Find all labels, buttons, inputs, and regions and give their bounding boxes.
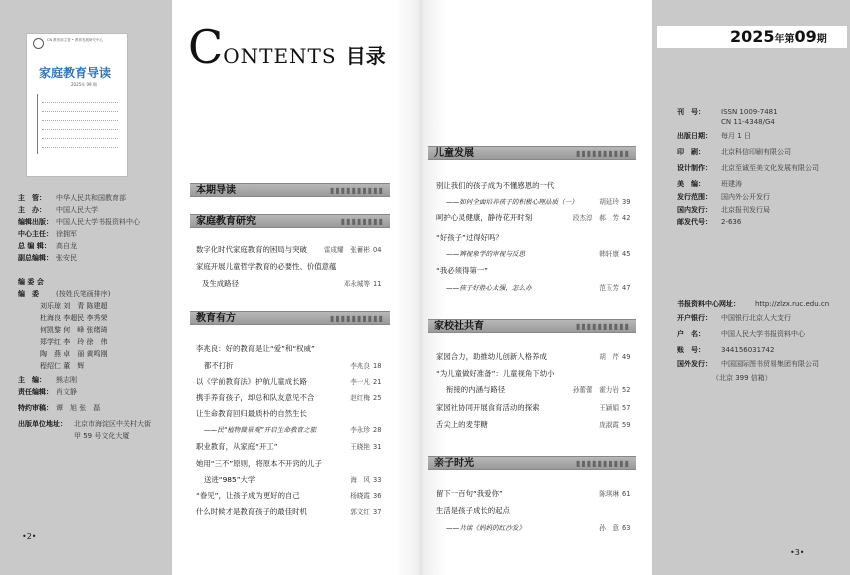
staff-row: 责任编辑： 肖文静 [18,388,77,396]
article-author: 王颖娟 [599,404,619,412]
article-title[interactable]: 舌尖上的麦芽糖 [436,420,488,429]
article-page: 45 [622,250,631,258]
article-title[interactable]: 李兆良：好的教育是让“爱”和“权威” [196,344,315,353]
cover-logo-icon [33,38,44,49]
article-author: 王晓艳 [350,443,370,451]
committee-line: 郑学红 李 玲 徐 伟 [40,338,108,346]
section-header: 本期导读 ▮▮▮▮▮▮▮▮▮▮ [190,183,390,197]
article-title[interactable]: “眷见”，让孩子成为更好的自己 [196,491,300,500]
info-row: 发行范围： 国内外公开发行 [677,193,770,201]
article-title[interactable]: 让生命教育回归最质朴的自然生长 [196,409,307,418]
article-page: 25 [373,394,382,402]
article-page: 28 [373,426,382,434]
masthead-row: 中心主任： 徐拥军 [18,230,77,238]
article-title[interactable]: 留下一百句“我爱你” [436,489,503,498]
contents-logo-rest: ONTENTS [223,44,337,68]
article-page: 33 [373,476,382,484]
article-author: 范玉芳 [599,284,619,292]
info-row: 出版日期： 每月 1 日 [677,132,751,140]
cover-top-text: CN 教育部主管 • 教育发展研究中心 [47,38,103,42]
article-author: 郭文红 [350,508,370,516]
article-title[interactable]: 生活是孩子成长的起点 [436,506,510,515]
section-header: 家庭教育研究 ▮▮▮▮▮▮▮▮ [190,214,390,228]
committee-line: 程绍仁 董 辉 [40,362,85,370]
article-title[interactable]: 她用“三不”原则，将原本不开窍的儿子 [196,459,322,468]
committee-line: 杜海良 李超民 李秀荣 [40,314,108,322]
article-author: 韩轩康 [599,250,619,258]
staff-row: 主 编： 熊志刚 [18,376,77,384]
article-author: 海 风 [350,476,370,484]
article-author: 陈琪琳 [599,490,619,498]
article-title[interactable]: 以《学前教育法》护航儿童成长路 [196,377,307,386]
article-author: 庞淑霞 [599,421,619,429]
article-author: 李兆良 [350,362,370,370]
staff-row: 出版单位地址： 北京市海淀区中关村大街 [18,420,151,428]
committee-line: 刘乐琼 刘 青 陈建超 [40,302,108,310]
article-subtitle[interactable]: ——孩子好胜心太强，怎么办 [446,284,532,292]
masthead-row: 编辑出版： 中国人民大学书报资料中心 [18,218,140,226]
staff-row: 甲 59 号文化大厦 [74,432,130,440]
article-author: 李一凡 [350,378,370,386]
info-row: 邮发代号： 2-636 [677,218,742,226]
article-author: 李永珍 [350,426,370,434]
section-stripes-icon: ▮▮▮▮▮▮▮▮ [340,217,384,226]
section-header: 儿童发展 ▮▮▮▮▮▮▮▮▮▮ [428,146,636,160]
article-title[interactable]: 衔接的内涵与路径 [446,385,506,394]
committee-line: 陶 燕 卓 丽 黄鸣刚 [40,350,108,358]
section-header: 家校社共育 ▮▮▮▮▮▮▮▮▮▮ [428,319,636,333]
cover-toc-lines [37,94,118,154]
article-title[interactable]: 什么时候才是教育孩子的最佳时机 [196,507,307,516]
article-title[interactable]: 送进“985”大学 [204,475,256,484]
article-page: 52 [622,386,631,394]
article-page: 18 [373,362,382,370]
contents-logo [188,20,386,74]
article-author: 孙 意 [599,524,619,532]
section-header: 亲子时光 ▮▮▮▮▮▮▮▮▮▮ [428,456,636,470]
article-title[interactable]: 及生成路径 [202,279,239,288]
journal-cover [26,33,128,177]
article-title[interactable]: “为儿童做好准备”：儿童视角下幼小 [436,369,555,378]
section-stripes-icon: ▮▮▮▮▮▮▮▮▮▮ [329,314,384,323]
contents-logo-c: C [188,20,224,74]
masthead-row: 主 管： 中华人民共和国教育部 [18,194,126,202]
article-title[interactable]: 别让我们的孩子成为不懂感恩的一代 [436,181,555,190]
article-subtitle[interactable]: ——民“植物微景观”开启生命教育之旅 [204,426,317,434]
info-row: 印 刷： 北京科信印刷有限公司 [677,148,791,156]
article-page: 39 [622,198,631,206]
article-page: 61 [622,490,631,498]
masthead-row: 总 编 辑： 高自龙 [18,242,77,250]
info-row: 国内发行： 北京报刊发行局 [677,206,770,214]
article-page: 37 [373,508,382,516]
article-title[interactable]: 职业教育，从家庭“开工” [196,442,278,451]
info-row: 国外发行： 中国国际图书贸易集团有限公司 [677,360,819,368]
info-row: 美 编： 班建涛 [677,180,742,188]
masthead-row: 主 办： 中国人民大学 [18,206,98,214]
info-row: CN 11-4348/G4 [721,118,775,126]
article-title[interactable]: 呵护心灵健康，静待花开时刻 [436,213,533,222]
article-title[interactable]: “我必须得第一” [436,266,489,275]
page-number-left: •2• [22,532,37,541]
article-page: 04 [373,246,382,254]
article-subtitle[interactable]: ——共读《妈妈的红沙发》 [446,524,526,532]
article-page: 49 [622,353,631,361]
info-row: 设计制作： 北京至诚至美文化发展有限公司 [677,164,819,172]
article-title[interactable]: 携手养育孩子，却总和队友意见不合 [196,393,315,402]
article-subtitle[interactable]: ——辨视象学的审视与反思 [446,250,526,258]
article-author: 赵红梅 [350,394,370,402]
info-row: 书报资料中心网址： http://zlzx.ruc.edu.cn [677,300,830,308]
article-title[interactable]: “好孩子”过得好吗？ [436,233,503,242]
article-page: 63 [622,524,631,532]
article-author: 雷成耀 张蓄彬 [323,246,370,254]
article-title[interactable]: 家庭开展儿童哲学教育的必要性、价值意蕴 [196,262,337,271]
article-page: 11 [373,280,382,288]
article-page: 21 [373,378,382,386]
article-title[interactable]: 家园社协同开展食育活动的探索 [436,403,540,412]
staff-row: 特约审稿： 谭 旭 张 磊 [18,404,101,412]
article-title[interactable]: 数字化时代家庭教育的困局与突破 [196,245,307,254]
section-stripes-icon: ▮▮▮▮▮▮▮▮▮▮ [575,322,630,331]
article-page: 59 [622,421,631,429]
info-row: （北京 399 信箱） [712,374,772,382]
section-header: 教育有方 ▮▮▮▮▮▮▮▮▮▮ [190,311,390,325]
section-stripes-icon: ▮▮▮▮▮▮▮▮▮▮ [575,459,630,468]
committee-header: 编 委 (按姓氏笔画排序) [18,290,111,298]
article-author: 邓永城等 [343,280,370,288]
article-page: 36 [373,492,382,500]
masthead-row: 副总编辑： 张安民 [18,254,77,262]
section-stripes-icon: ▮▮▮▮▮▮▮▮▮▮ [575,149,630,158]
cover-title: 家庭教育导读 [39,66,112,80]
article-author: 孙蕾蕾 霍力岩 [572,386,619,394]
contents-logo-cn: 目录 [345,44,386,68]
info-row: 刊 号： ISSN 1009-7481 [677,108,778,116]
article-title[interactable]: 都不打折 [204,361,234,370]
info-row: 户 名： 中国人民大学书报资料中心 [677,330,805,338]
article-author: 杨晓霞 [350,492,370,500]
committee-label: 编 委 会 [18,278,44,286]
cover-issue: 2025年 09 期 [71,82,97,87]
article-author: 胡延玲 [599,198,619,206]
issue-label: 2025年第09期 [730,27,827,46]
page-number-right: •3• [790,548,805,557]
committee-line: 何凯黎 何 峰 张绪琦 [40,326,108,334]
info-row: 开户银行： 中国银行北京人大支行 [677,314,791,322]
article-page: 42 [622,214,631,222]
article-page: 57 [622,404,631,412]
article-subtitle[interactable]: ——如何全面培养孩子的积极心理品质（一） [446,198,578,206]
article-title[interactable]: 家园合力，助推幼儿创新人格养成 [436,352,547,361]
right-sidebar [652,0,850,575]
article-author: 胡 芹 [599,353,619,361]
section-stripes-icon: ▮▮▮▮▮▮▮▮▮▮ [329,186,384,195]
info-row: 账 号： 344156031742 [677,346,775,354]
article-page: 31 [373,443,382,451]
article-author: 段杰淳 郝 芳 [572,214,619,222]
article-page: 47 [622,284,631,292]
